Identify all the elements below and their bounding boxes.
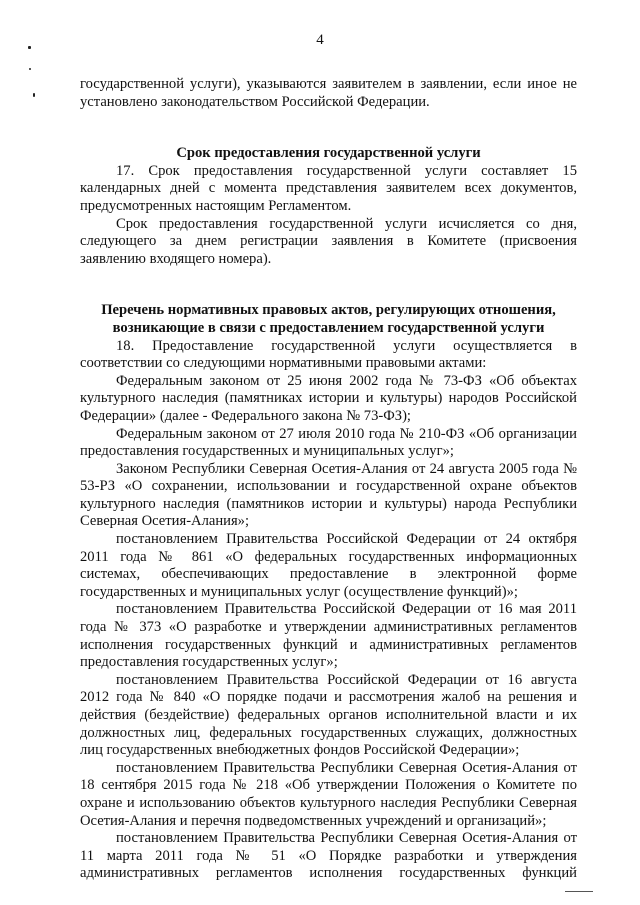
bottom-rule [565, 891, 593, 892]
heading-service-term: Срок предоставления государственной услуги [176, 145, 481, 162]
legal-act-item: постановлением Правительства Российской Федерации от 16 мая 2011 года № 373 «О разработке и утверждении административных регламентов исполнения государственных функций и административных регламентов предоставления государственных услуг»; [80, 601, 577, 671]
scan-mark [28, 46, 31, 49]
legal-act-item: постановлением Правительства Российской Федерации от 24 октября 2011 года № 861 «О федеральных государственных информационных системах, обеспечивающих предоставление в электронной форме государственных и муниципальных услуг (осуществление функций)»; [80, 531, 577, 600]
paragraph-17-term-start: Срок предоставления государственной услуги исчисляется со дня, следующего за днем регистрации заявления в Комитете (присвоения заявлению входящего номера). [80, 215, 577, 267]
paragraph-17: 17. Срок предоставления государственной услуги составляет 15 календарных дней с момента представления заявителем всех документов, предусмотренных настоящим Регламентом. [80, 162, 577, 214]
legal-act-item: постановлением Правительства Республики Северная Осетия-Алания от 18 сентября 2015 года № 218 «Об утверждении Положения о Комитете по охране и использованию объектов культурного наследия Республики Северная Осетия-Алания и перечня подведомственных учреждений и организаций»; [80, 759, 577, 829]
scan-mark [33, 93, 35, 97]
legal-act-item: Федеральным законом от 27 июля 2010 года № 210-ФЗ «Об организации предоставления государственных и муниципальных услуг»; [80, 425, 577, 460]
scan-mark [29, 68, 31, 70]
paragraph-continuation: государственной услуги), указываются заявителем в заявлении, если иное не установлено законодательством Российской Федерации. [80, 76, 577, 110]
legal-act-item: постановлением Правительства Республики Северная Осетия-Алания от 11 марта 2011 года № 51 «О Порядке разработки и утверждения административных регламентов исполнения государственных функций [80, 830, 577, 882]
legal-act-item: постановлением Правительства Российской Федерации от 16 августа 2012 года № 840 «О порядке подачи и рассмотрения жалоб на решения и действия (бездействие) федеральных органов исполнительной власти и их должностных лиц, федеральных государственных служащих, должностных лиц государственных внебюджетных фондов Российской Федерации»; [80, 671, 577, 759]
legal-act-item: Законом Республики Северная Осетия-Алания от 24 августа 2005 года № 53-РЗ «О сохранении, использовании и государственной охране объектов культурного наследия (памятников истории и культуры) народа Республики Северная Осетия-Алания»; [80, 460, 577, 530]
document-body [80, 76, 577, 883]
heading-legal-acts: Перечень нормативных правовых актов, регулирующих отношения, возникающие в связи с предоставлением государственной услуги [101, 302, 556, 336]
page-number: 4 [316, 32, 324, 48]
paragraph-18: 18. Предоставление государственной услуги осуществляется в соответствии со следующими нормативными правовыми актами: [80, 337, 577, 372]
legal-act-item: Федеральным законом от 25 июня 2002 года № 73-ФЗ «Об объектах культурного наследия (памятниках истории и культуры) народов Российской Федерации» (далее - Федерального закона № 73-ФЗ); [80, 372, 577, 424]
